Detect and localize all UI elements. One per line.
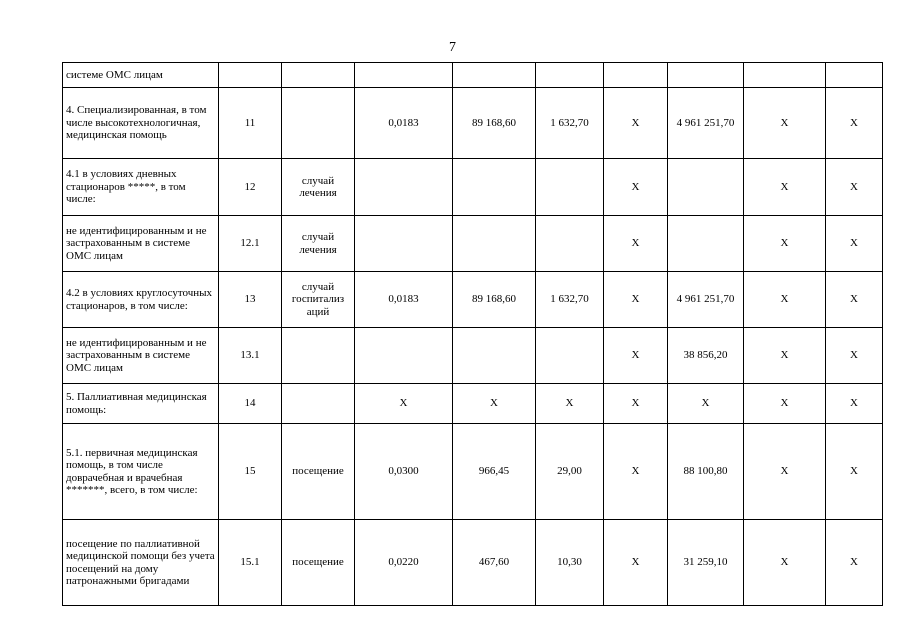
cell-row-name: 5.1. первичная медицинская помощь, в том числе доврачебная и врачебная *******, всего, в том числе: [63,424,219,520]
cell-row-code: 14 [219,384,282,424]
table-row [63,159,883,216]
cell-total-amount [668,159,744,216]
cell-per-capita [536,216,604,272]
cell-volume-norm [355,63,453,88]
cell-col-7: X [604,272,668,328]
cell-volume-norm: 0,0183 [355,272,453,328]
cell-cost-norm: 89 168,60 [453,272,536,328]
cell-unit: случай лечения [282,159,355,216]
cell-row-code: 11 [219,88,282,159]
cell-per-capita: 10,30 [536,520,604,606]
cell-total-amount: X [668,384,744,424]
cell-total-amount: 4 961 251,70 [668,272,744,328]
cell-col-10: X [826,424,883,520]
cell-col-10: X [826,272,883,328]
table-row [63,88,883,159]
cell-col-7: X [604,88,668,159]
cell-volume-norm: 0,0300 [355,424,453,520]
cell-row-code: 15.1 [219,520,282,606]
cell-total-amount: 31 259,10 [668,520,744,606]
cell-col-7 [604,63,668,88]
cell-per-capita: X [536,384,604,424]
table-row [63,520,883,606]
cell-volume-norm: 0,0183 [355,88,453,159]
cell-row-code [219,63,282,88]
cell-per-capita: 29,00 [536,424,604,520]
cell-col-10: X [826,520,883,606]
cell-col-9 [744,63,826,88]
cell-col-9: X [744,216,826,272]
cell-total-amount [668,216,744,272]
cell-unit: случай госпитализ аций [282,272,355,328]
table-body [63,63,883,606]
cell-cost-norm [453,159,536,216]
table-row [63,272,883,328]
cell-unit: посещение [282,424,355,520]
cell-cost-norm [453,328,536,384]
cell-cost-norm: 89 168,60 [453,88,536,159]
cell-row-code: 12.1 [219,216,282,272]
cell-volume-norm [355,216,453,272]
cell-per-capita [536,159,604,216]
cell-unit: посещение [282,520,355,606]
cell-row-code: 13.1 [219,328,282,384]
table-row [63,424,883,520]
cell-col-7: X [604,384,668,424]
cell-row-name: 4.1 в условиях дневных стационаров *****, в том числе: [63,159,219,216]
cell-cost-norm: 467,60 [453,520,536,606]
cell-col-9: X [744,159,826,216]
table-row [63,63,883,88]
cell-row-code: 15 [219,424,282,520]
cell-unit: случай лечения [282,216,355,272]
cell-col-7: X [604,520,668,606]
cell-col-9: X [744,328,826,384]
cell-row-name: 4. Специализированная, в том числе высокотехнологичная, медицинская помощь [63,88,219,159]
cell-unit [282,384,355,424]
table-row [63,384,883,424]
cell-row-name: 4.2 в условиях круглосуточных стационаров, в том числе: [63,272,219,328]
cell-volume-norm [355,328,453,384]
cell-col-9: X [744,272,826,328]
cell-volume-norm: 0,0220 [355,520,453,606]
cell-col-10: X [826,328,883,384]
cell-col-10 [826,63,883,88]
page-number: 7 [449,40,456,55]
cell-volume-norm [355,159,453,216]
cell-col-10: X [826,88,883,159]
cell-col-9: X [744,384,826,424]
cell-col-7: X [604,328,668,384]
cell-cost-norm [453,216,536,272]
cell-col-10: X [826,216,883,272]
cell-col-7: X [604,216,668,272]
cell-per-capita [536,328,604,384]
cell-per-capita: 1 632,70 [536,272,604,328]
cell-total-amount: 88 100,80 [668,424,744,520]
document-table [62,62,883,606]
cell-cost-norm: X [453,384,536,424]
cell-unit [282,88,355,159]
cell-col-7: X [604,159,668,216]
table-row [63,328,883,384]
cell-unit [282,63,355,88]
cell-col-9: X [744,520,826,606]
cell-volume-norm: X [355,384,453,424]
cell-row-name: посещение по паллиативной медицинской помощи без учета посещений на дому патронажными бригадами [63,520,219,606]
cell-cost-norm [453,63,536,88]
cell-row-code: 12 [219,159,282,216]
cell-col-9: X [744,88,826,159]
cell-row-code: 13 [219,272,282,328]
cell-col-10: X [826,159,883,216]
cell-row-name: системе ОМС лицам [63,63,219,88]
cell-total-amount [668,63,744,88]
cell-col-7: X [604,424,668,520]
cell-total-amount: 38 856,20 [668,328,744,384]
cell-per-capita [536,63,604,88]
cell-row-name: не идентифицированным и не застрахованным в системе ОМС лицам [63,216,219,272]
cell-row-name: 5. Паллиативная медицинская помощь: [63,384,219,424]
cell-unit [282,328,355,384]
cell-cost-norm: 966,45 [453,424,536,520]
cell-col-9: X [744,424,826,520]
cell-total-amount: 4 961 251,70 [668,88,744,159]
cell-row-name: не идентифицированным и не застрахованным в системе ОМС лицам [63,328,219,384]
cell-per-capita: 1 632,70 [536,88,604,159]
cell-col-10: X [826,384,883,424]
table-row [63,216,883,272]
